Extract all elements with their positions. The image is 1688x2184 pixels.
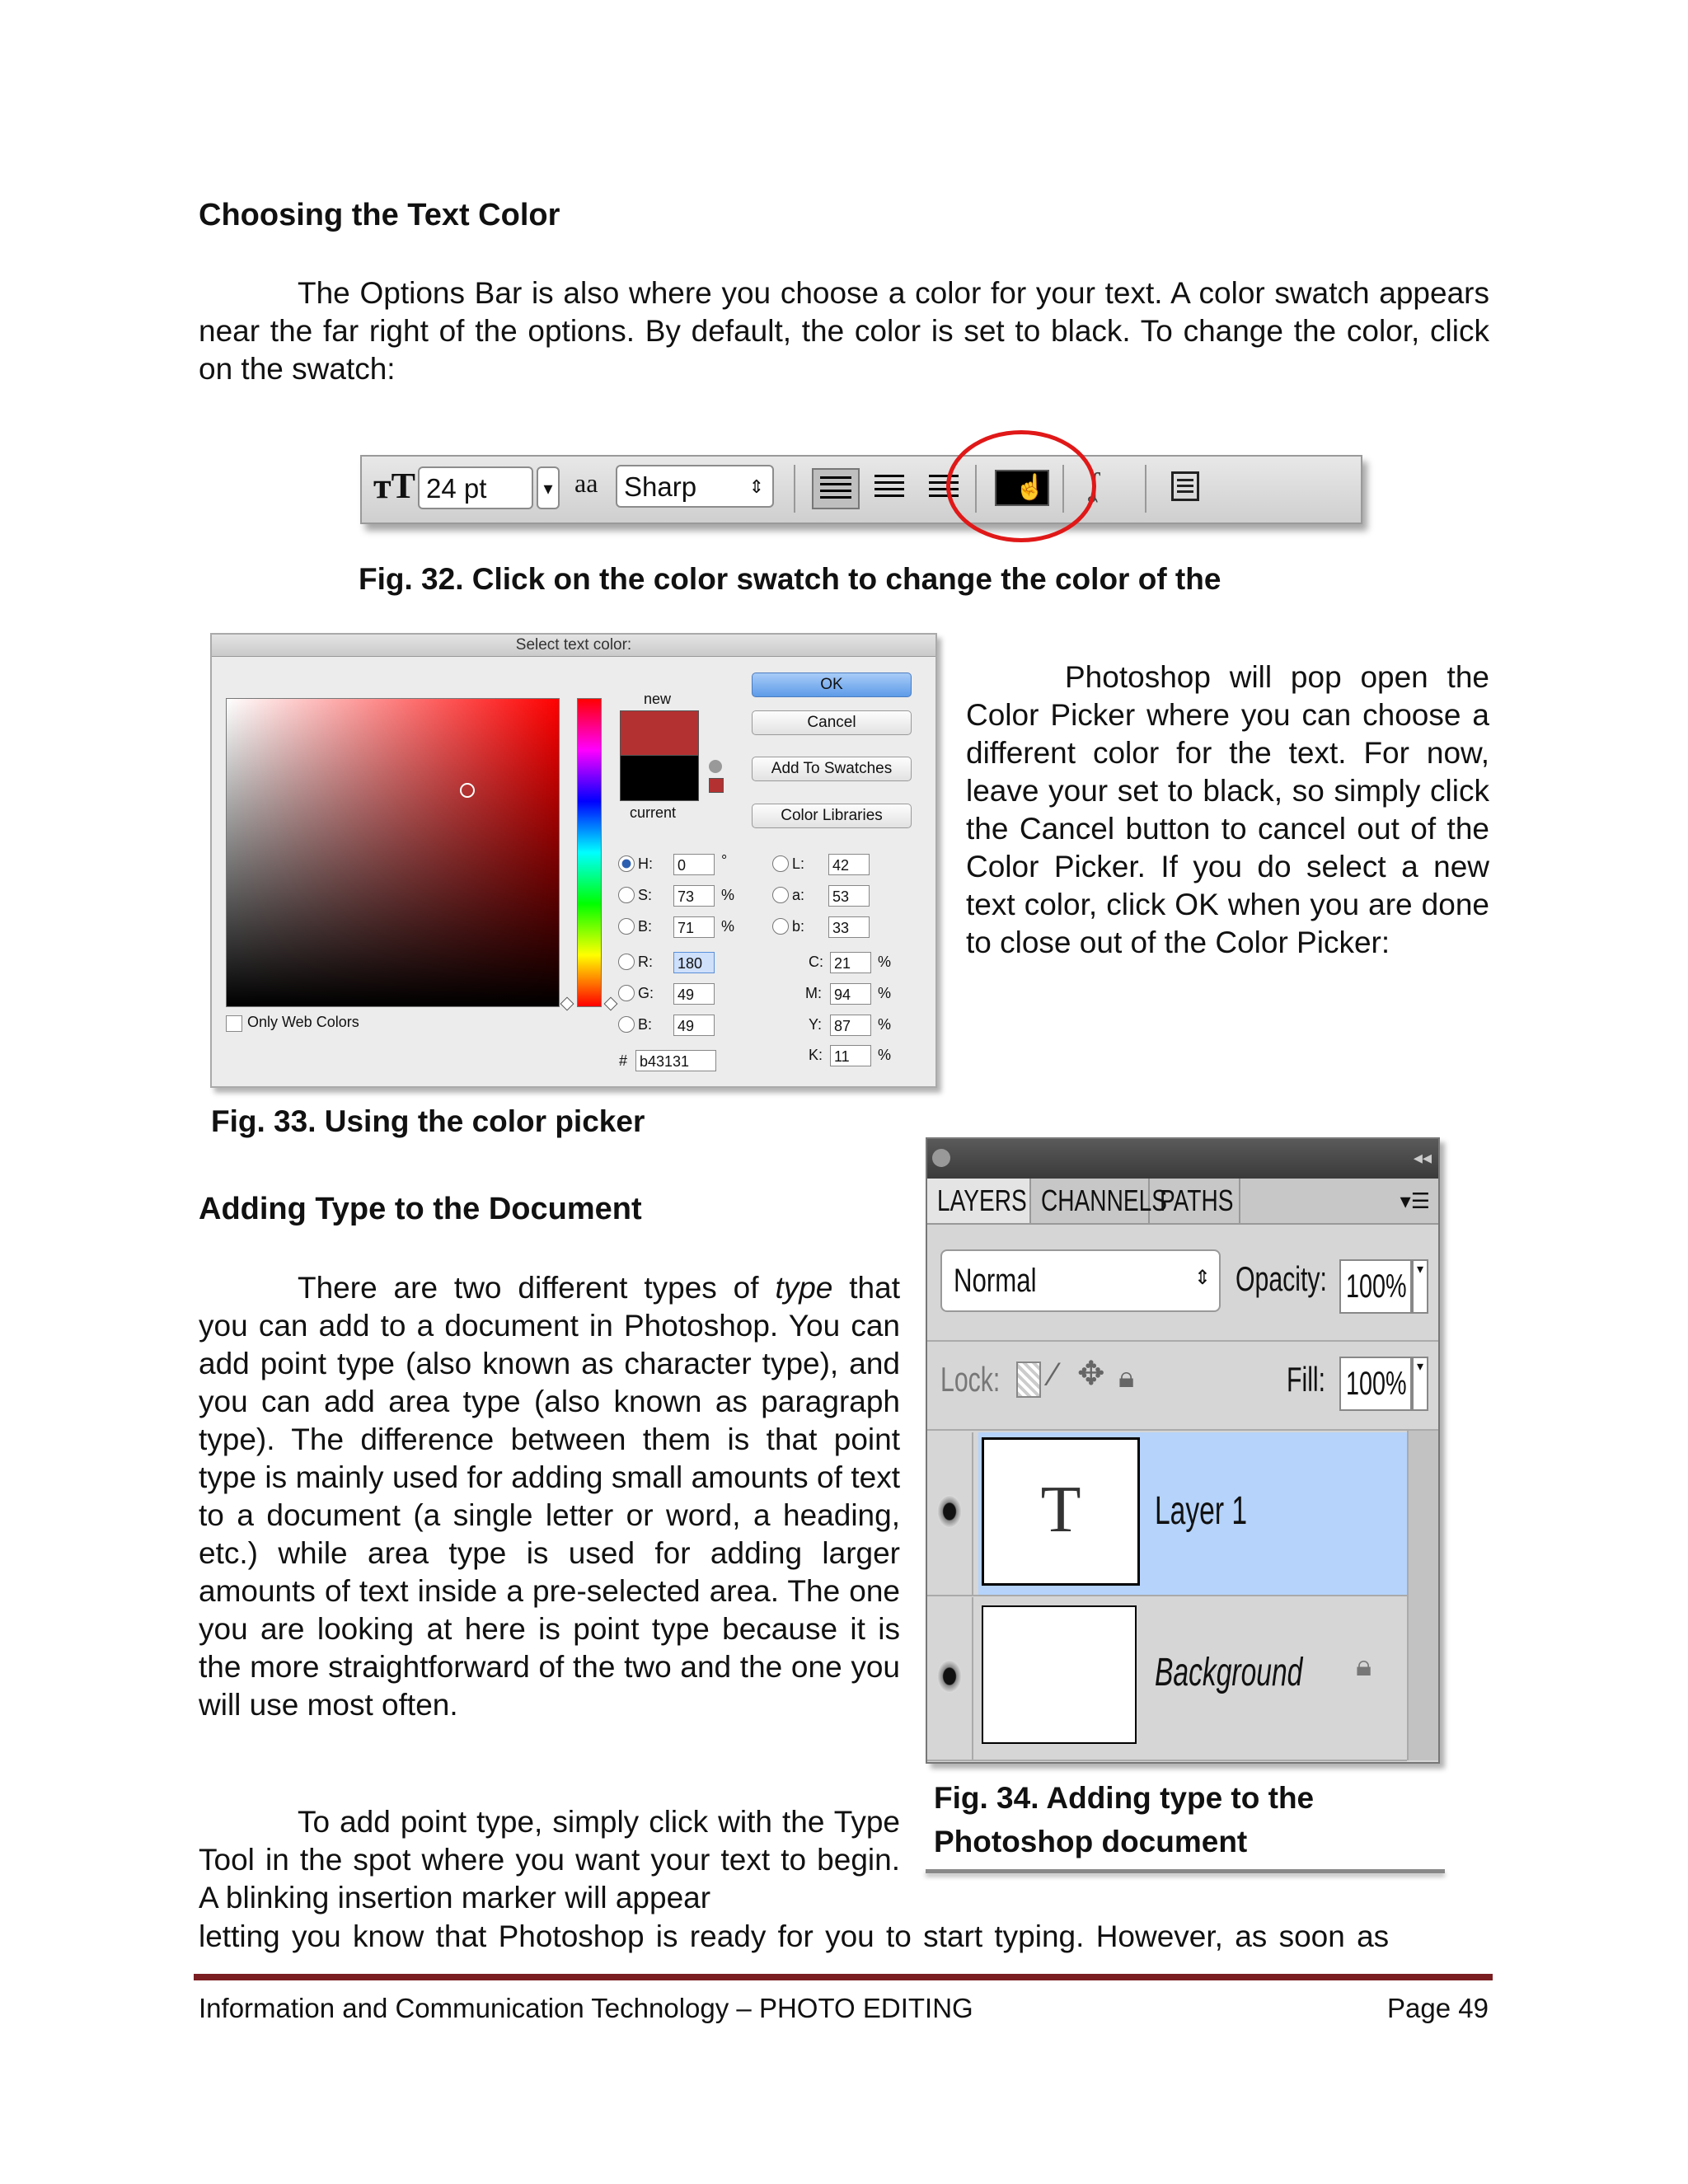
color-selector-ring[interactable]: [460, 783, 475, 798]
layer-lock-icon: 🔒︎: [1356, 1648, 1372, 1682]
paragraph-text: The Options Bar is also where you choose a color for your text. A color swatch appears near the far right of the options. By default, the color is set to black. To change the color, click on the swatch:: [199, 276, 1489, 386]
character-panel-icon[interactable]: [1171, 471, 1199, 501]
m-label: M:: [805, 985, 822, 1001]
red-input[interactable]: 180: [673, 952, 715, 973]
only-web-colors-label: Only Web Colors: [247, 1014, 359, 1030]
layer-name[interactable]: Layer 1: [1155, 1489, 1248, 1533]
antialias-value: Sharp: [624, 471, 697, 502]
m-input[interactable]: 94: [830, 983, 871, 1005]
gamut-swatch[interactable]: [709, 778, 724, 793]
hue-radio[interactable]: [618, 855, 635, 872]
current-label: current: [630, 804, 677, 821]
tab-channels[interactable]: CHANNELS: [1041, 1183, 1167, 1217]
footer-title: Information and Communication Technology – PHOTO EDITING: [199, 1993, 973, 2023]
saturation-input[interactable]: 73: [673, 885, 715, 907]
m-unit: %: [878, 985, 892, 1001]
fig34-caption-line1: Fig. 34. Adding type to the: [934, 1781, 1315, 1815]
hex-input[interactable]: b43131: [635, 1050, 716, 1071]
paragraph-text: There are two different types of: [298, 1271, 776, 1305]
brightness-radio[interactable]: [618, 918, 635, 935]
visibility-eye-icon[interactable]: [937, 1495, 962, 1528]
color-picker-dialog: [210, 633, 937, 1088]
l-radio[interactable]: [772, 855, 789, 872]
y-input[interactable]: 87: [830, 1015, 871, 1036]
opacity-input[interactable]: [1339, 1259, 1412, 1314]
only-web-colors-checkbox[interactable]: [226, 1015, 242, 1032]
a-label: a:: [792, 887, 805, 903]
fig34-caption: [934, 1776, 1314, 1863]
type-tool-icon: ᴛT: [373, 466, 415, 506]
hue-slider-handle-right[interactable]: [604, 997, 618, 1011]
tab-paths[interactable]: PATHS: [1160, 1183, 1234, 1217]
panel-tabs: [927, 1179, 1438, 1225]
c-label: C:: [809, 954, 823, 970]
fig32-caption: Fig. 32. Click on the color swatch to change the color of the: [359, 562, 1221, 596]
highlight-circle: [946, 430, 1096, 542]
layers-panel: [926, 1137, 1440, 1764]
fig34-caption-line2: Photoshop document: [934, 1825, 1248, 1858]
a-radio[interactable]: [772, 887, 789, 903]
k-input[interactable]: 11: [830, 1045, 871, 1066]
y-unit: %: [878, 1016, 892, 1033]
fill-label: Fill:: [1287, 1360, 1326, 1399]
hue-slider-handle-left[interactable]: [560, 997, 574, 1011]
opacity-label: Opacity:: [1236, 1259, 1327, 1298]
b-label: B:: [638, 918, 653, 935]
paragraph-point-type: [199, 1803, 900, 1917]
ok-button[interactable]: OK: [752, 673, 912, 697]
panel-menu-icon[interactable]: ▾☰: [1400, 1188, 1430, 1213]
lock-label: Lock:: [940, 1360, 1001, 1399]
antialias-icon: aa: [574, 468, 598, 498]
blend-mode-value: Normal: [954, 1263, 1037, 1299]
paragraph-text-cont: that you can add to a document in Photoshop. You can add point type (also known as character type), and you can add area type (also known as paragraph type). The difference between them is that point type is mainly used for adding small amounts of text to a document (a single letter or word, a heading, etc.) while area type is used for adding larger amounts of text inside a pre-selected area. The one you are looking at here is point type because it is the more straightforward of the two and the one you will use most often.: [199, 1271, 900, 1722]
k-label: K:: [809, 1047, 823, 1063]
h-label: H:: [638, 855, 653, 872]
layer-name[interactable]: Background: [1155, 1651, 1303, 1694]
current-color-swatch: [620, 755, 699, 801]
options-bar-screenshot: [360, 455, 1362, 524]
hue-input[interactable]: 0: [673, 854, 715, 875]
s-label: S:: [638, 887, 653, 903]
warp-text-icon[interactable]: ʆ: [1089, 466, 1100, 503]
blue-radio[interactable]: [618, 1016, 635, 1033]
saturation-brightness-field[interactable]: [226, 698, 560, 1007]
bb-label: B:: [638, 1016, 653, 1033]
c-input[interactable]: 21: [830, 952, 871, 973]
lock-all-icon[interactable]: 🔒︎: [1118, 1360, 1135, 1394]
close-icon[interactable]: [932, 1149, 950, 1167]
color-libraries-button[interactable]: Color Libraries: [752, 804, 912, 828]
font-size-dropdown-arrow[interactable]: ▾: [537, 466, 560, 509]
lock-transparent-icon[interactable]: [1016, 1361, 1041, 1398]
fill-input[interactable]: [1339, 1357, 1412, 1411]
paragraph-options-bar: [199, 274, 1489, 388]
layer-row-layer1[interactable]: [927, 1432, 1407, 1596]
fig34-bottom-rule: [926, 1869, 1445, 1873]
opacity-dropdown-arrow[interactable]: ▾: [1412, 1259, 1428, 1314]
tab-layers[interactable]: LAYERS: [937, 1183, 1027, 1217]
paragraph-point-type-continued: letting you know that Photoshop is ready for you to start typing. However, as soon as: [199, 1919, 1390, 1953]
section-heading-adding-type: Adding Type to the Document: [199, 1192, 642, 1226]
add-to-swatches-button[interactable]: Add To Swatches: [752, 757, 912, 781]
panel-title-bar: [927, 1139, 1438, 1179]
cancel-button[interactable]: Cancel: [752, 710, 912, 735]
b-unit: %: [721, 918, 735, 935]
paragraph-types-of-type: [199, 1269, 900, 1724]
lock-move-icon[interactable]: ✥: [1077, 1356, 1105, 1392]
a-input[interactable]: 53: [828, 885, 870, 907]
lab-b-radio[interactable]: [772, 918, 789, 935]
layers-scrollbar[interactable]: [1407, 1431, 1438, 1760]
select-arrows-icon: ⇕: [1193, 1267, 1211, 1289]
hue-slider[interactable]: [577, 698, 602, 1007]
brightness-input[interactable]: 71: [673, 916, 715, 938]
y-label: Y:: [809, 1016, 823, 1033]
layer-row-background[interactable]: [927, 1597, 1407, 1761]
fill-dropdown-arrow[interactable]: ▾: [1412, 1357, 1428, 1411]
hash-label: #: [619, 1052, 628, 1069]
layer-thumbnail: [982, 1605, 1137, 1744]
k-unit: %: [878, 1047, 892, 1063]
page-number: Page 49: [1387, 1993, 1489, 2023]
type-layer-icon: T: [1040, 1474, 1081, 1546]
font-size-field[interactable]: 24 pt: [418, 466, 533, 509]
paragraph-text: To add point type, simply click with the Type Tool in the spot where you want your text to begin. A blinking insertion marker will appear: [199, 1805, 900, 1915]
select-arrows-icon: ⇕: [748, 476, 764, 497]
fill-value: 100%: [1346, 1366, 1407, 1402]
layer-thumbnail: [982, 1437, 1140, 1586]
paragraph-text: Photoshop will pop open the Color Picker where you can choose a different color for the text. For now, leave your set to black, so simply click the Cancel button to cancel out of the Color Picker. If you do select a new text color, click OK when you are done to close out of the Color Picker:: [966, 660, 1489, 959]
dialog-title: Select text color:: [212, 635, 935, 657]
hand-cursor-icon: ☝: [1015, 474, 1046, 501]
r-label: R:: [638, 954, 653, 970]
new-label: new: [644, 691, 672, 707]
collapse-icon[interactable]: ◂◂: [1413, 1147, 1432, 1168]
lock-brush-icon[interactable]: ⁄: [1051, 1357, 1057, 1393]
l-label: L:: [792, 855, 805, 872]
fig33-caption: Fig. 33. Using the color picker: [211, 1104, 645, 1138]
c-unit: %: [878, 954, 892, 970]
align-left-button[interactable]: [812, 468, 860, 509]
green-input[interactable]: 49: [673, 983, 715, 1005]
s-unit: %: [721, 887, 735, 903]
opacity-value: 100%: [1346, 1268, 1407, 1305]
green-radio[interactable]: [618, 985, 635, 1001]
l-input[interactable]: 42: [828, 854, 870, 875]
antialias-select[interactable]: [616, 465, 774, 508]
out-of-gamut-icon[interactable]: [709, 760, 722, 773]
blend-mode-select[interactable]: [940, 1249, 1221, 1312]
lab-b-input[interactable]: 33: [828, 916, 870, 938]
red-radio[interactable]: [618, 954, 635, 970]
footer-rule: [194, 1974, 1493, 1980]
section-heading-text-color: Choosing the Text Color: [199, 198, 560, 232]
g-label: G:: [638, 985, 654, 1001]
align-center-button[interactable]: [873, 468, 906, 509]
visibility-eye-icon[interactable]: [937, 1660, 962, 1693]
h-unit: °: [721, 852, 728, 869]
emphasis-type: type: [775, 1271, 833, 1305]
paragraph-color-picker: [966, 658, 1489, 962]
blue-input[interactable]: 49: [673, 1015, 715, 1036]
new-color-swatch: [620, 710, 699, 757]
lab-b-label: b:: [792, 918, 805, 935]
saturation-radio[interactable]: [618, 887, 635, 903]
